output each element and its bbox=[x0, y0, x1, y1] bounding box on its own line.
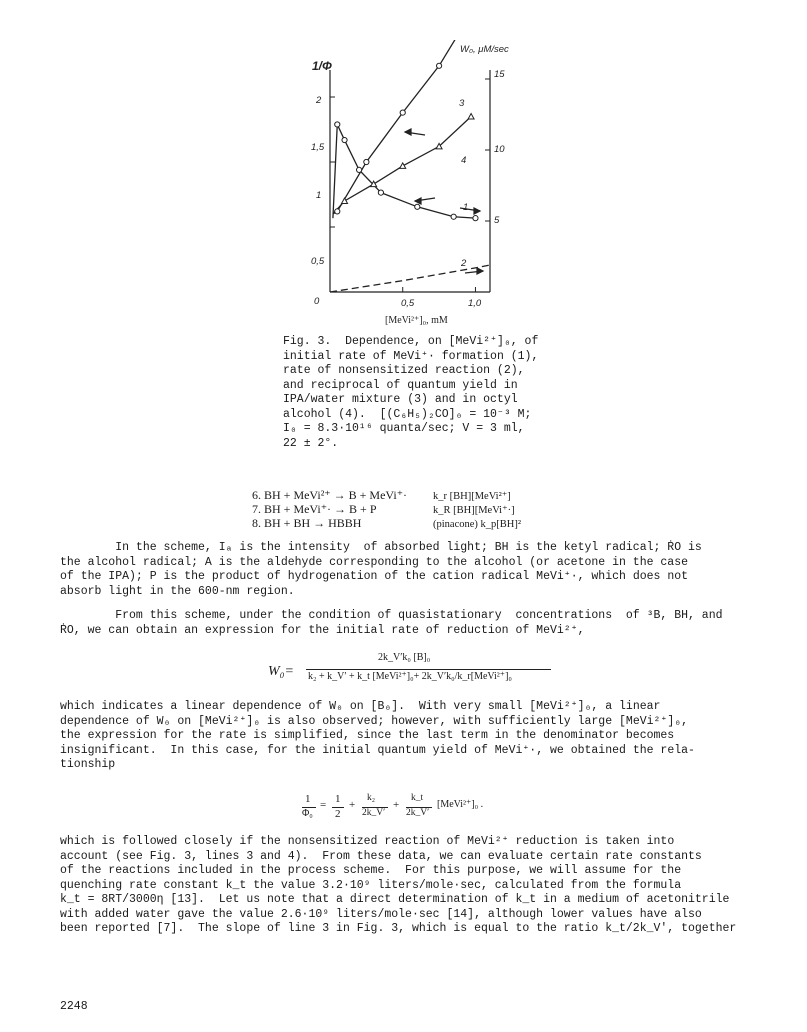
reaction-rate: (pinacone) k_p[BH]² bbox=[433, 519, 521, 530]
left-tick-label: 2 bbox=[316, 95, 322, 106]
frac-den: 2k_V′ bbox=[406, 808, 430, 818]
curve-label-2: 2 bbox=[461, 258, 467, 269]
data-point-3 bbox=[400, 110, 405, 115]
data-point-3 bbox=[436, 63, 441, 68]
x-axis-label: [MeVi²⁺]₀, mM bbox=[385, 315, 448, 326]
data-point-1 bbox=[342, 137, 347, 142]
paragraph-linear-dependence: which indicates a linear dependence of W₀ on [B₀]. With very small [MeVi²⁺]₀, a linear dependence of W₀ on [MeVi²⁺]₀ is also observed; however, with sufficiently large [MeVi²⁺]₀, the expression for the rate is simplified, since the last term in the denominator becomes insignificant. In this case, for the initial quantum yield of MeVi⁺·, we obtained the rela- tionship bbox=[60, 700, 695, 771]
equals-sign: = bbox=[320, 799, 327, 811]
left-axis-label: 1/Φ bbox=[312, 59, 332, 73]
curve-label-1: 1 bbox=[463, 202, 469, 213]
data-point-1 bbox=[378, 190, 383, 195]
data-point-4 bbox=[468, 114, 474, 120]
fraction-bar bbox=[306, 669, 551, 670]
data-point-4 bbox=[400, 163, 406, 169]
data-point-4 bbox=[342, 198, 348, 204]
x-tick-label: 0,5 bbox=[401, 298, 415, 309]
paragraph-rate-constants: which is followed closely if the nonsensitized reaction of MeVi²⁺ reduction is taken into account (see Fig. 3, lines 3 and 4). From these data, we can evaluate certain rate constants of the reactions included in the process scheme. For this purpose, we will assume for the quenching rate constant k_t the value 3.2·10⁹ liters/mole·sec, calculated from the formula k_t = 8RT/3000η [13]. Let us note that a direct determination of k_t in a medium of acetonitrile with added water gave the value 2.6·10⁹ liters/mole·sec [14], although lower values have also been reported [7]. The slope of line 3 in Fig. 3, which is equal to the ratio k_t/2k_V′, together bbox=[60, 835, 737, 935]
paragraph-scheme: In the scheme, Iₐ is the intensity of absorbed light; BH is the ketyl radical; ṘO is the alcohol radical; A is the aldehyde corresponding to the alcohol (or acetone in the case of the IPA); P is the product of hydrogenation of the cation radical MeVi⁺·, which does not absorb light in the 600-nm region. bbox=[60, 541, 702, 598]
data-point-1 bbox=[335, 122, 340, 127]
figure-caption: Fig. 3. Dependence, on [MeVi²⁺]₀, of initial rate of MeVi⁺· formation (1), rate of nonsensitized reaction (2), and reciprocal of quantum yield in IPA/water mixture (3) and in octyl alcohol (4). [(C₆H₅)₂CO]₀ = 10⁻³ M; I₀ = 8.3·10¹⁶ quanta/sec; V = 3 ml, 22 ± 2°. bbox=[283, 335, 539, 450]
data-point-1 bbox=[356, 167, 361, 172]
chart-ticks bbox=[330, 40, 490, 292]
page-number: 2248 bbox=[60, 1000, 88, 1013]
paragraph-quasistationary: From this scheme, under the condition of quasistationary concentrations of ³B, BH, and ṘO, we can obtain an expression for the initial rate of reduction of MeVi²⁺, bbox=[60, 609, 723, 637]
plus-sign: + bbox=[393, 799, 400, 811]
reaction-equation: 7. BH + MeVi⁺· → B + P bbox=[252, 502, 377, 516]
x-tick-label: 0 bbox=[314, 296, 320, 307]
equation-lhs: W₀= bbox=[268, 664, 294, 679]
left-tick-label: 0,5 bbox=[311, 256, 325, 267]
frac-den: 2 bbox=[335, 808, 341, 820]
right-axis-label: W₀, μM/sec bbox=[460, 44, 509, 55]
left-tick-label: 1,5 bbox=[311, 142, 325, 153]
figure-3-chart bbox=[300, 40, 540, 335]
series-line-2 bbox=[330, 265, 490, 292]
direction-arrows bbox=[405, 129, 483, 274]
right-tick-label: 10 bbox=[494, 144, 505, 155]
data-point-3 bbox=[335, 209, 340, 214]
frac-num: k_t bbox=[411, 793, 424, 803]
reaction-7 bbox=[252, 502, 515, 517]
reaction-equation: 8. BH + BH → HBBH bbox=[252, 516, 362, 530]
frac-den: Φ₀ bbox=[302, 808, 313, 819]
frac-num: k₂ bbox=[367, 793, 376, 803]
data-point-3 bbox=[364, 159, 369, 164]
reaction-rate: k_R [BH][MeVi⁺·] bbox=[433, 505, 515, 516]
reaction-6 bbox=[252, 488, 511, 503]
left-tick-label: 1 bbox=[316, 190, 322, 201]
x-tick-label: 1,0 bbox=[468, 298, 482, 309]
series-line-3 bbox=[333, 40, 476, 214]
equation-denominator: k₂ + k_V′ + k_t [MeVi²⁺]₀+ 2k_V′k₀/k_r[MeVi²⁺]₀ bbox=[308, 671, 512, 682]
right-tick-label: 15 bbox=[494, 69, 505, 80]
right-tick-label: 5 bbox=[494, 215, 500, 226]
frac-num: 1 bbox=[335, 793, 341, 805]
reaction-equation: 6. BH + MeVi²⁺ → B + MeVi⁺· bbox=[252, 488, 408, 502]
curve-label-3: 3 bbox=[459, 98, 465, 109]
reaction-8 bbox=[252, 516, 521, 531]
curve-label-4: 4 bbox=[461, 155, 467, 166]
reaction-rate: k_r [BH][MeVi²⁺] bbox=[433, 491, 511, 502]
data-point-1 bbox=[415, 204, 420, 209]
frac-den: 2k_V′ bbox=[362, 808, 386, 818]
frac-num: 1 bbox=[305, 793, 311, 805]
data-point-1 bbox=[451, 214, 456, 219]
data-point-1 bbox=[473, 216, 478, 221]
equation-numerator: 2k_V′k₀ [B]₀ bbox=[378, 652, 431, 663]
series-line-1 bbox=[333, 124, 476, 218]
chart-curves bbox=[330, 40, 490, 292]
plus-sign: + bbox=[349, 799, 356, 811]
equation-tail: [MeVi²⁺]₀ . bbox=[437, 799, 484, 810]
